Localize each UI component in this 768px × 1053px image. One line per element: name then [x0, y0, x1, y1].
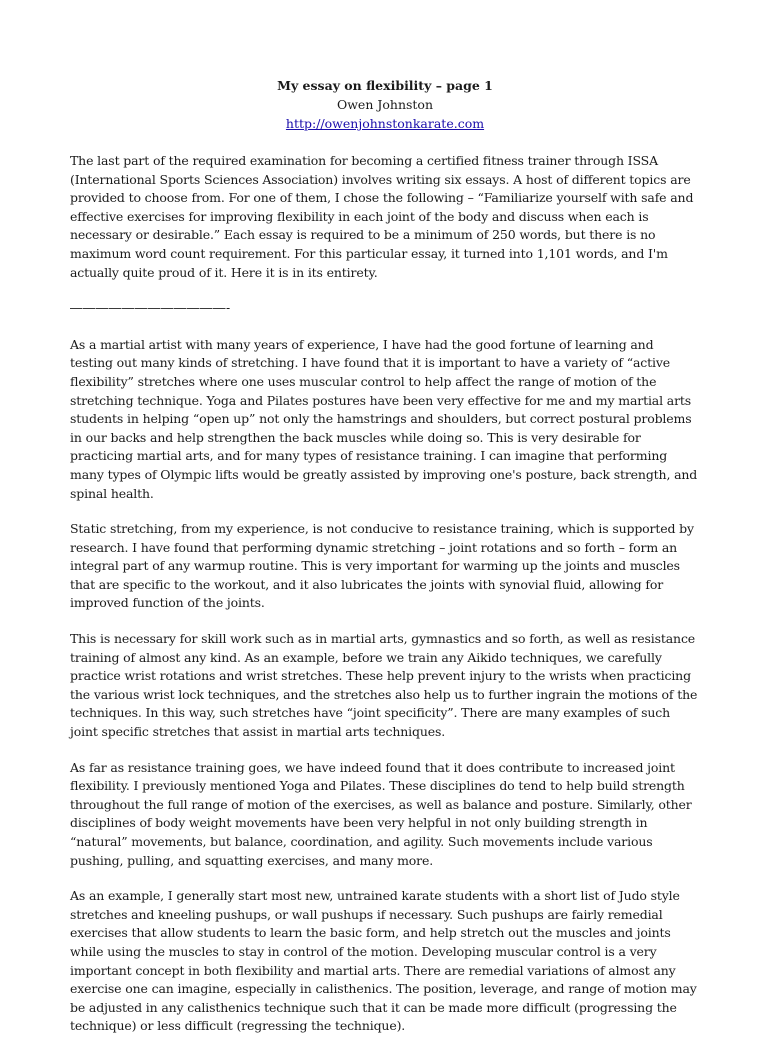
- body-paragraph-3: This is necessary for skill work such as in martial arts, gymnastics and so forth, as well as resistance training of almost any kind. As an example, before we train any Aikido techniques, we carefully practice wrist rotations and wrist stretches. These help prevent injury to the wrists when practicing the various wrist lock techniques, and the stretches also help us to further ingrain the motions of the techniques. In this way, such stretches have “joint specificity”. There are many examples of such joint specific stretches that assist in martial arts techniques.: [70, 631, 698, 740]
- document-title: My essay on flexibility – page 1: [277, 78, 493, 93]
- body-paragraph-5: As an example, I generally start most new, untrained karate students with a short list of Judo style stretches and kneeling pushups, or wall pushups if necessary. Such pushups are fairly remedial exercises that allow students to learn the basic form, and help stretch out the muscles and joints while using the muscles to stay in control of the motion. Developing muscular control is a very important concept in both flexibility and martial arts. There are remedial variations of almost any exercise one can imagine, especially in calisthenics. The position, leverage, and range of motion may be adjusted in any calisthenics technique such that it can be made more difficult (progressing the technique) or less difficult (regressing the technique).: [70, 888, 697, 1034]
- document-header: [70, 76, 700, 133]
- author-name: Owen Johnston: [336, 97, 434, 112]
- body-paragraph-2: Static stretching, from my experience, is not conducive to resistance training, which is supported by research. I have found that performing dynamic stretching – joint rotations and so forth – form an integral part of any warmup routine. This is very important for warming up the joints and muscles that are specific to the workout, and it also lubricates the joints with synovial fluid, allowing for improved function of the joints.: [70, 521, 694, 611]
- section-divider: ————————————-: [70, 301, 231, 316]
- intro-paragraph: The last part of the required examination for becoming a certified fitness trainer through ISSA (International Sports Sciences Association) involves writing six essays. A host of different topics are provided to choose from. For one of them, I chose the following – “Familiarize yourself with safe and effective exercises for improving flexibility in each joint of the body and discuss when each is necessary or desirable.” Each essay is required to be a minimum of 250 words, but there is no maximum word count requirement. For this particular essay, it turned into 1,101 words, and I'm actually quite proud of it. Here it is in its entirety.: [70, 153, 694, 280]
- body-paragraph-1: As a martial artist with many years of experience, I have had the good fortune of learning and testing out many kinds of stretching. I have found that it is important to have a variety of “active flexibility” stretches where one uses muscular control to help affect the range of motion of the stretching technique. Yoga and Pilates postures have been very effective for me and my martial arts students in helping “open up” not only the hamstrings and shoulders, but correct postural problems in our backs and help strengthen the back muscles while doing so. This is very desirable for practicing martial arts, and for many types of resistance training. I can imagine that performing many types of Olympic lifts would be greatly assisted by improving one's posture, back strength, and spinal health.: [70, 336, 698, 501]
- document-page: [70, 76, 700, 1053]
- website-link[interactable]: http://owenjohnstonkarate.com: [285, 116, 485, 131]
- body-paragraph-4: As far as resistance training goes, we have indeed found that it does contribute to increased joint flexibility. I previously mentioned Yoga and Pilates. These disciplines do tend to help build strength throughout the full range of motion of the exercises, as well as balance and posture. Similarly, other disciplines of body weight movements have been very helpful in not only building strength in “natural” movements, but balance, coordination, and agility. Such movements include various pushing, pulling, and squatting exercises, and many more.: [70, 759, 692, 868]
